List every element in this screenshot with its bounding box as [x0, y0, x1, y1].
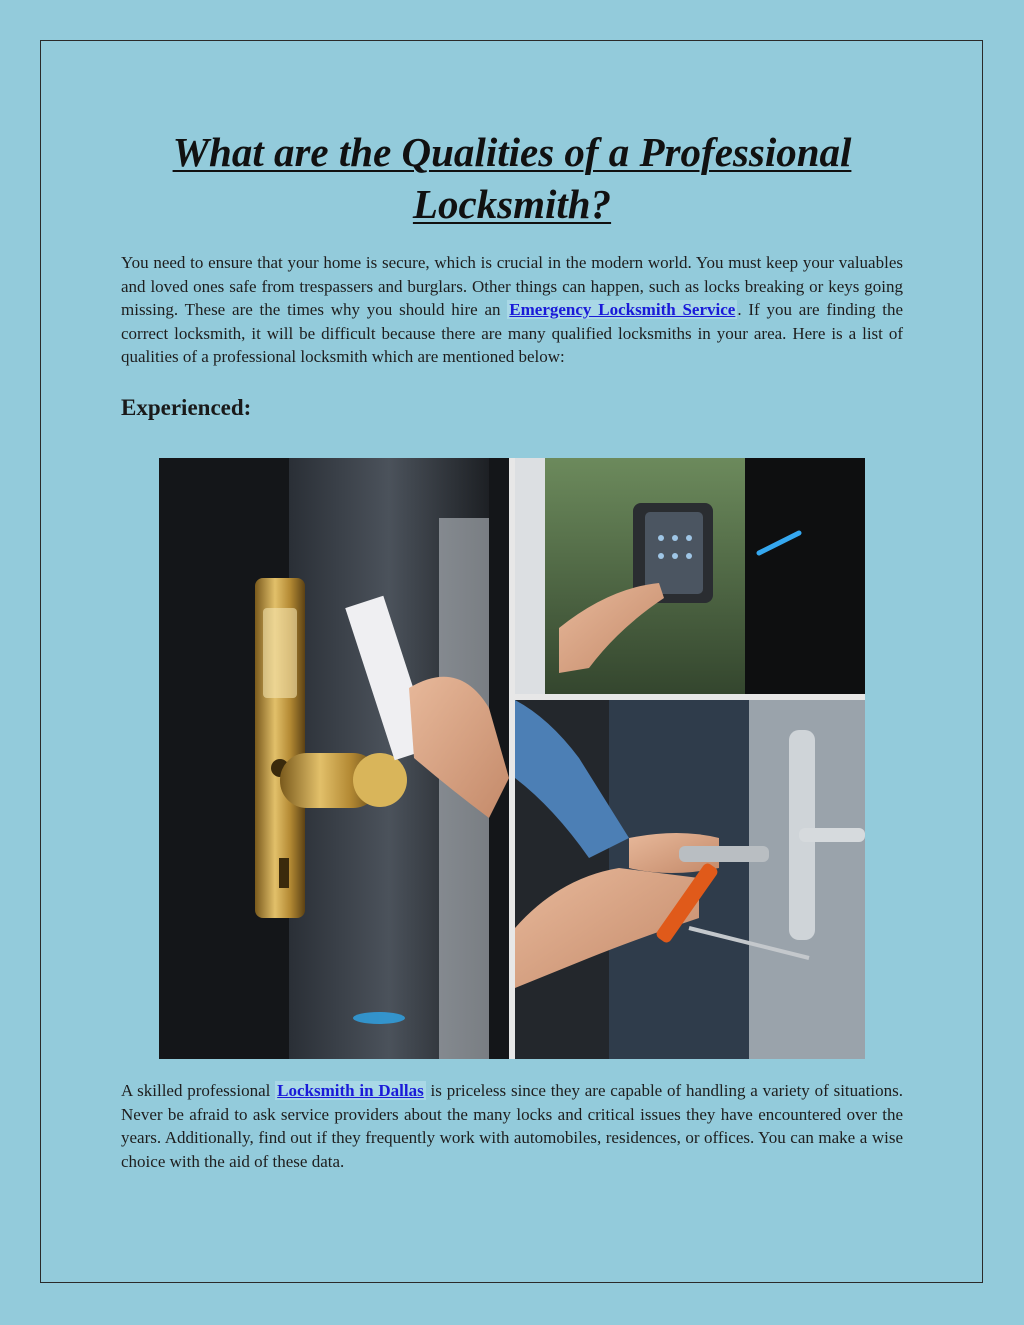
document-body: [121, 126, 903, 423]
bottom-right-photo-lockpick: [515, 700, 865, 1059]
page-title: What are the Qualities of a Professional Locksmith?: [172, 129, 852, 227]
locksmith-photo-collage: [159, 458, 865, 1059]
collage-illustration: [159, 458, 865, 1059]
section-heading-experienced: Experienced:: [121, 394, 252, 420]
collage-divider-horizontal: [515, 694, 865, 700]
outro-paragraph: [121, 1079, 903, 1173]
outro-text-start: A skilled professional: [121, 1081, 276, 1100]
collage-divider-vertical: [509, 458, 515, 1059]
left-photo-card-lock: [159, 458, 509, 1059]
intro-text-start: You need to ensure that your home is secure, which is crucial in the modern world. You must keep your valuables and loved ones safe from trespassers and burglars. Other things can happen, such as locks breaking or keys going missing. These are the times why you should hire an: [121, 253, 903, 320]
top-right-photo-keypad: [515, 458, 865, 694]
intro-paragraph: [121, 251, 903, 369]
locksmith-in-dallas-link[interactable]: Locksmith in Dallas: [277, 1081, 424, 1100]
intro-text-end: . If you are finding the correct locksmith, it will be difficult because there are many qualified locksmiths in your area. Here is a list of qualities of a professional locksmith which are mentioned below:: [121, 300, 904, 367]
emergency-locksmith-link[interactable]: Emergency Locksmith Service: [509, 300, 736, 320]
outro-text-end: is priceless since they are capable of handling a variety of situations. Never be afraid to ask service providers about the many locks and critical issues they have encountered over the years. Additionally, find out if they frequently work with automobiles, residences, or offices. You can make a wise choice with the aid of these data.: [121, 1081, 903, 1171]
